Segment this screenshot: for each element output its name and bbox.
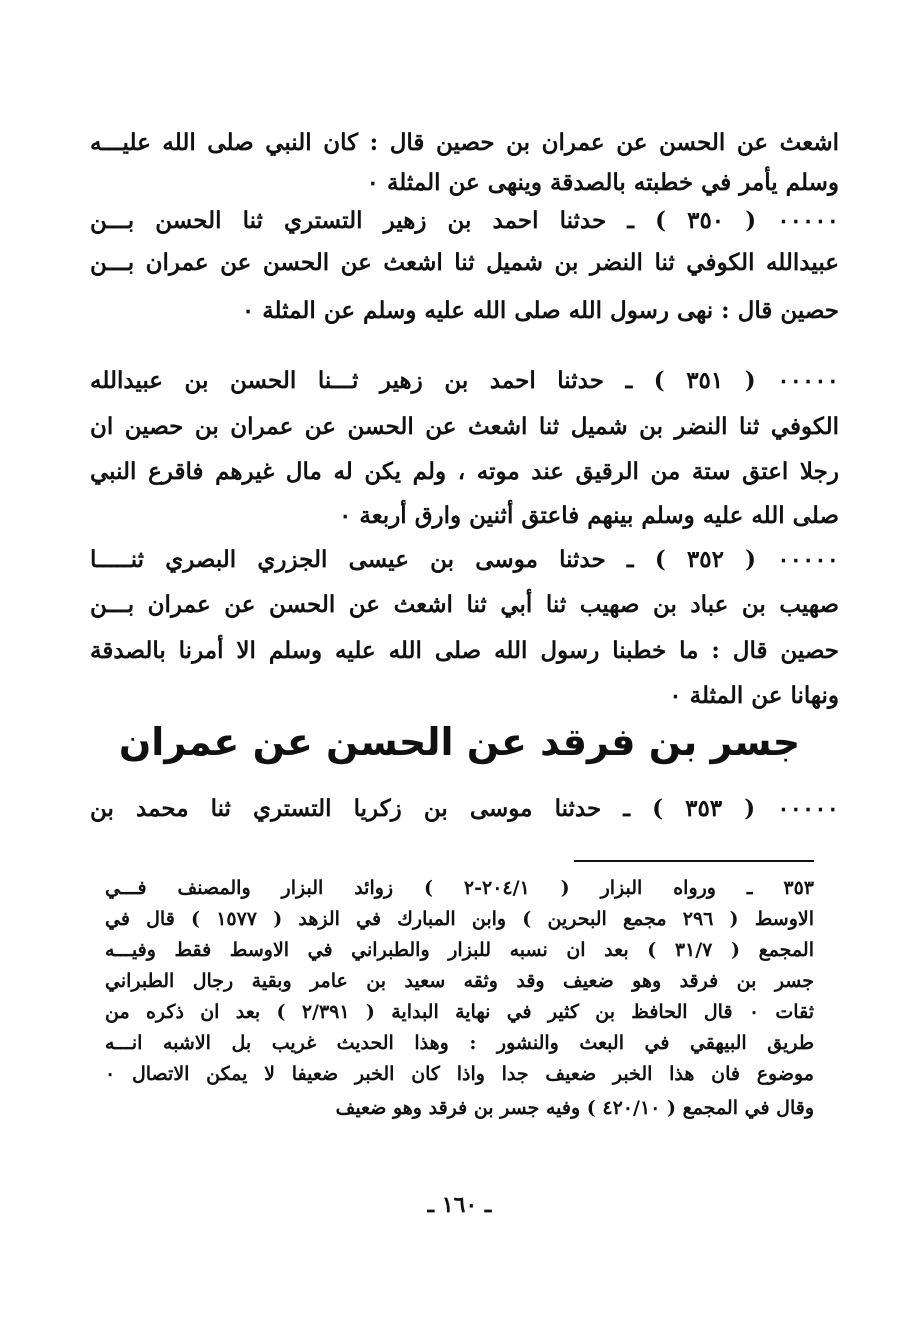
body-line-8: رجلا اعتق ستة من الرقيق عند موته ، ولم يكن له مال غيرهم فاقرع النبي — [90, 458, 839, 485]
footnote-line-7: موضوع فان هذا الخبر ضعيف جدا واذا كان الخبر ضعيفا لا يمكن الاتصال ٠ — [105, 1063, 814, 1085]
body-line-after-heading: ٠٠٠٠٠ ( ٣٥٣ ) ـ حدثنا موسى بن زكريا التستري ثنا محمد بن — [90, 795, 839, 822]
body-line-5: حصين قال : نهى رسول الله صلى الله عليه وسلم عن المثلة ٠ — [241, 297, 839, 324]
body-line-11: صهيب بن عباد بن صهيب ثنا أبي ثنا اشعث عن الحسن عن عمران بـــن — [90, 591, 839, 618]
footnote-line-2: الاوسط ( ٢٩٦ مجمع البحرين ) وابن المبارك في الزهد ( ١٥٧٧ ) قال في — [105, 908, 814, 930]
footnote-line-1: ٣٥٣ ـ ورواه البزار ( ٢٠٤/١-٢ ) زوائد البزار والمصنف فـــي — [105, 877, 814, 899]
section-heading: جسر بن فرقد عن الحسن عن عمران — [118, 720, 801, 764]
body-line-9: صلى الله عليه وسلم بينهم فاعتق أثنين وارق أربعة ٠ — [339, 502, 839, 529]
body-line-2: وسلم يأمر في خطبته بالصدقة وينهى عن المثلة ٠ — [366, 169, 839, 196]
page-number: ـ ١٦٠ ـ — [427, 1192, 492, 1218]
footnote-line-6: طريق البيهقي في البعث والنشور : وهذا الحديث غريب بل الاشبه انـــه — [105, 1032, 814, 1054]
footnote-line-4: جسر بن فرقد وهو ضعيف وقد وثقه سعيد بن عامر وبقية رجال الطبراني — [105, 970, 814, 992]
body-line-4: عبيدالله الكوفي ثنا النضر بن شميل ثنا اشعث عن الحسن عن عمران بـــن — [90, 249, 839, 276]
footnote-line-5: ثقات ٠ قال الحافظ بن كثير في نهاية البداية ( ٢/٣٩١ ) بعد ان ذكره من — [105, 1001, 814, 1023]
body-line-13: ونهانا عن المثلة ٠ — [669, 682, 839, 709]
footnote-line-3: المجمع ( ٣١/٧ ) بعد ان نسبه للبزار والطبراني في الاوسط فقط وفيـــه — [105, 939, 814, 961]
body-line-3: ٠٠٠٠٠ ( ٣٥٠ ) ـ حدثنا احمد بن زهير التستري ثنا الحسن بـــن — [90, 207, 839, 234]
body-line-7: الكوفي ثنا النضر بن شميل ثنا اشعث عن الحسن عن عمران بن حصين ان — [90, 413, 839, 440]
footnote-separator — [574, 860, 814, 862]
footnote-line-8: وقال في المجمع ( ٤٢٠/١٠ ) وفيه جسر بن فرقد وهو ضعيف — [335, 1097, 814, 1119]
body-line-1: اشعث عن الحسن عن عمران بن حصين قال : كان النبي صلى الله عليـــه — [90, 129, 839, 156]
body-line-12: حصين قال : ما خطبنا رسول الله صلى الله عليه وسلم الا أمرنا بالصدقة — [90, 637, 839, 664]
body-line-10: ٠٠٠٠٠ ( ٣٥٢ ) ـ حدثنا موسى بن عيسى الجزري البصري ثنـــــا — [90, 546, 840, 573]
body-line-6: ٠٠٠٠٠ ( ٣٥١ ) ـ حدثنا احمد بن زهير ثـــنا الحسن بن عبيدالله — [90, 367, 839, 394]
